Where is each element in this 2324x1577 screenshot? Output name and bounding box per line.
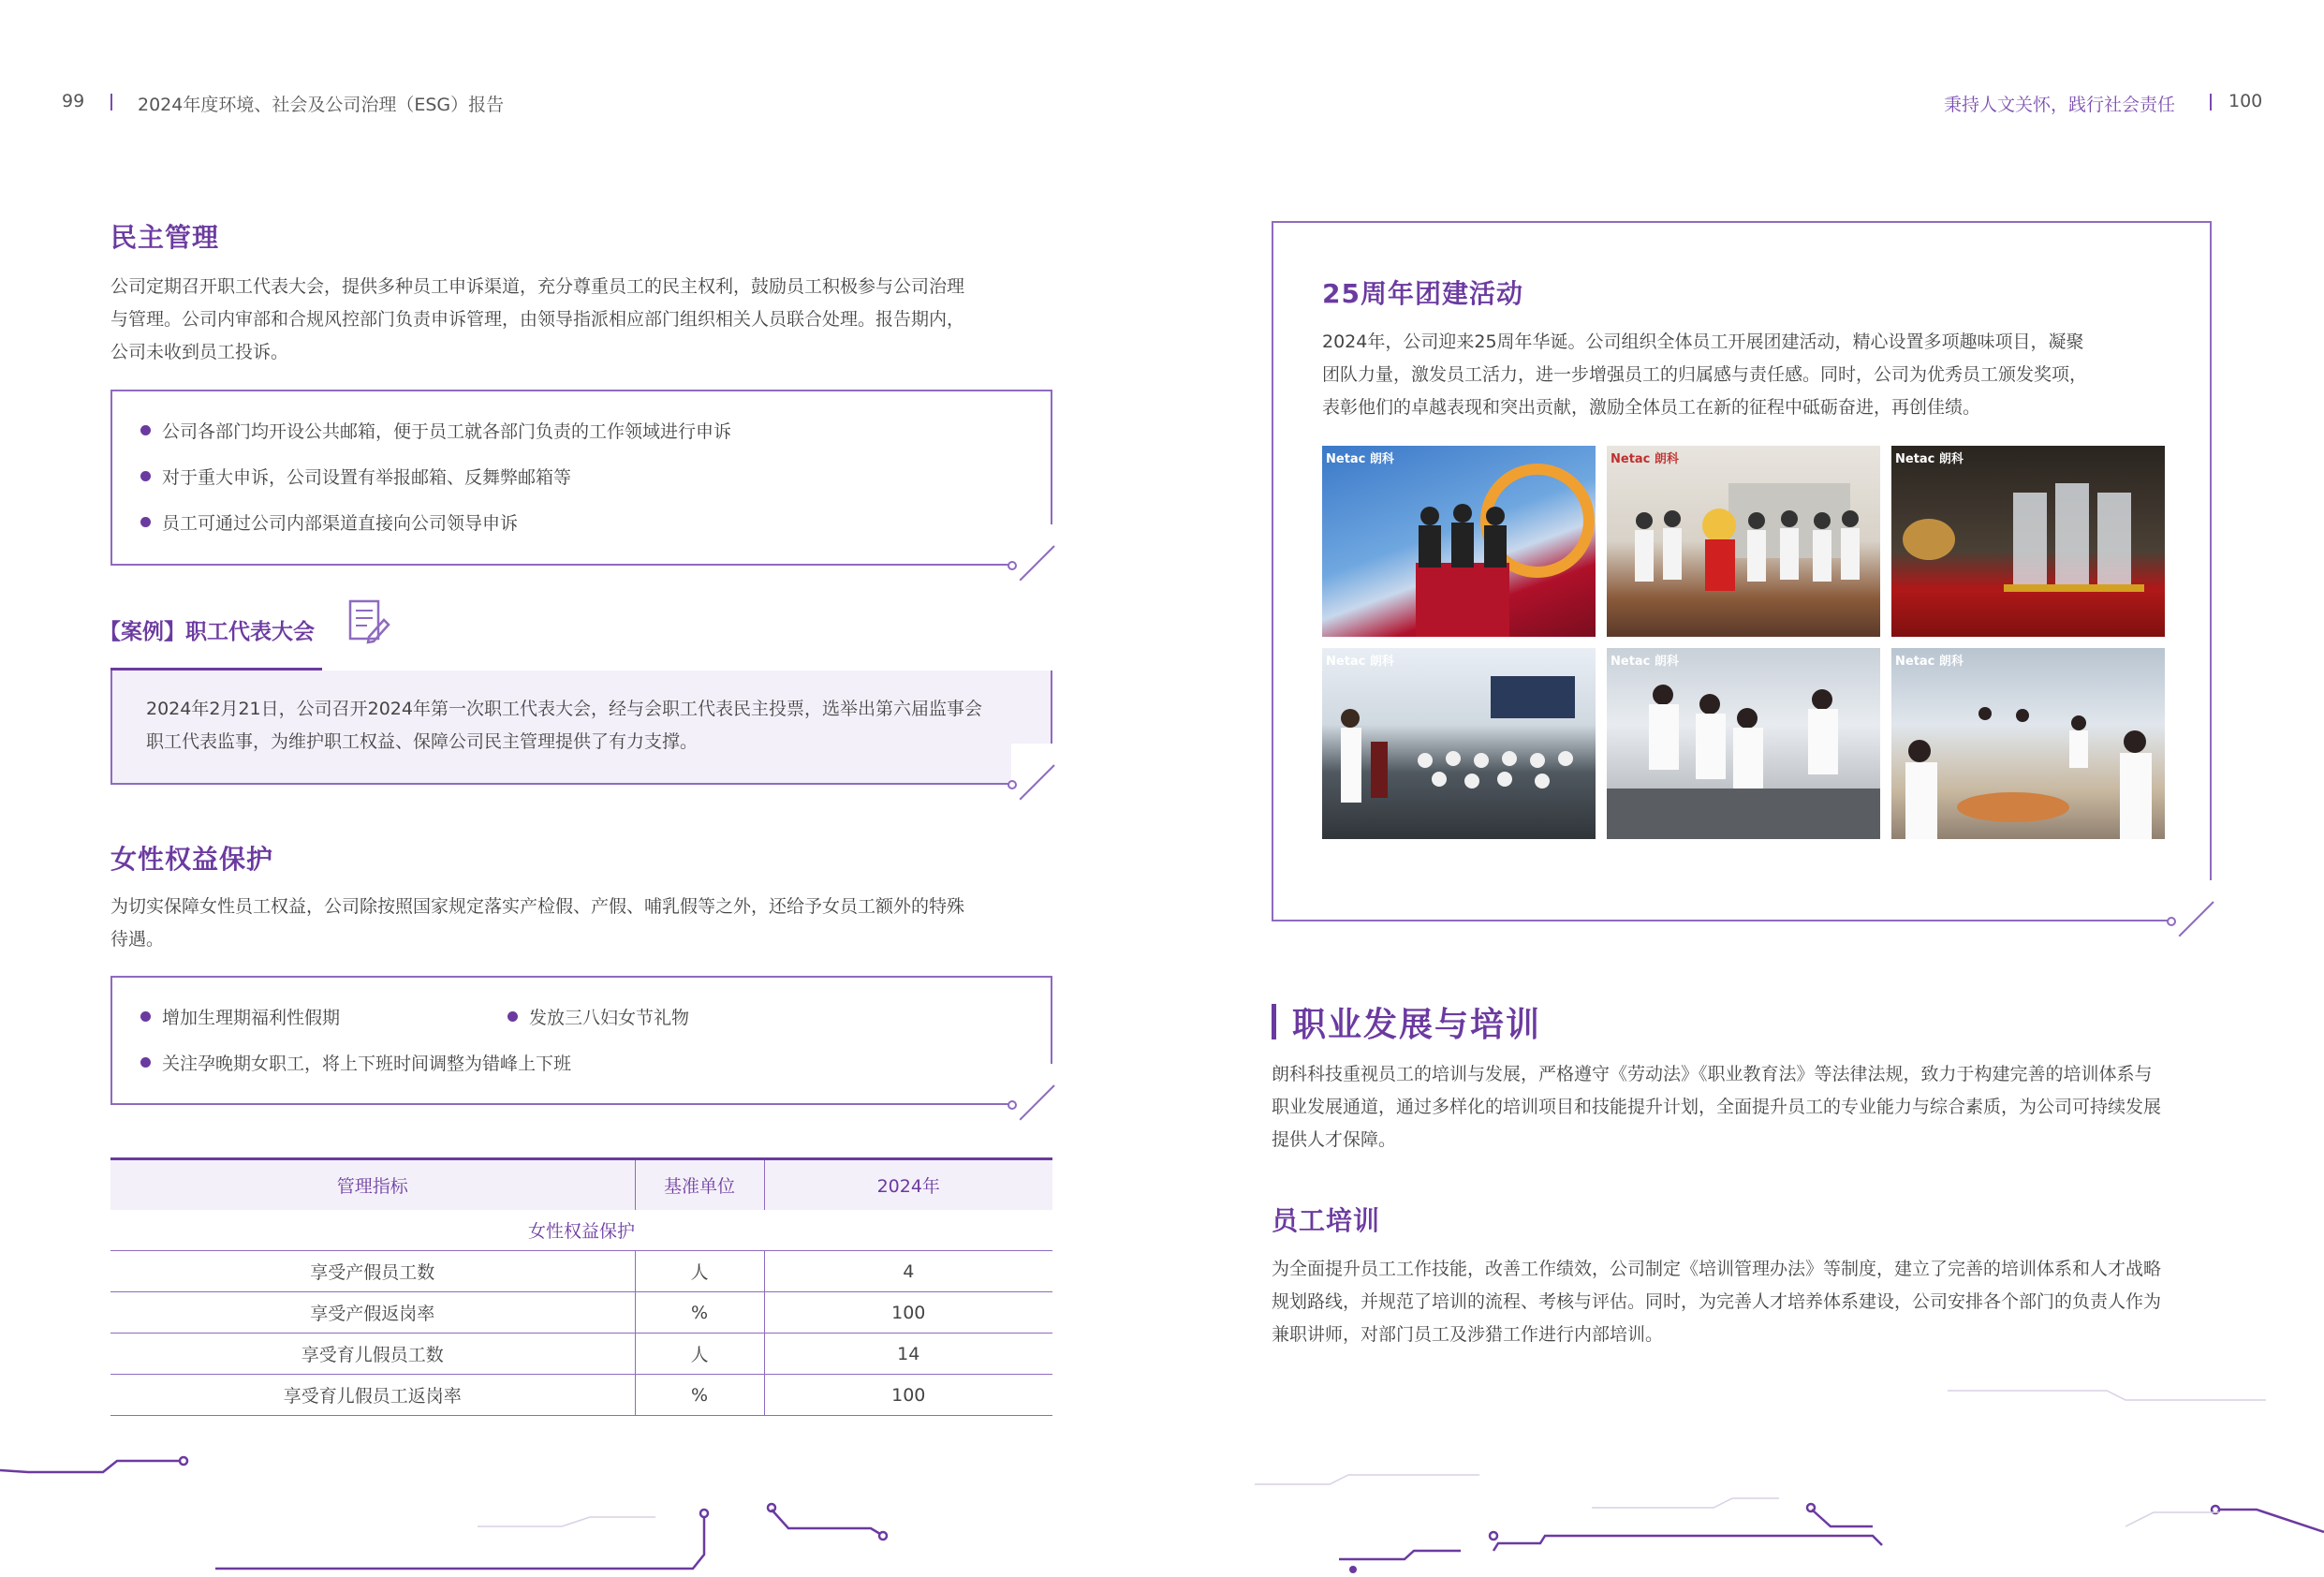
table-cell: 100 [764, 1375, 1052, 1416]
circuit-decoration [0, 1367, 2324, 1577]
paragraph-line: 团队力量，激发员工活力，进一步增强员工的归属感与责任感。同时，公司为优秀员工颁发奖项， [1322, 364, 2088, 385]
paragraph-line: 待遇。 [110, 929, 165, 950]
women-bullet-box [110, 976, 1052, 1105]
bullet-dot-icon [140, 1011, 151, 1022]
case-text [146, 693, 982, 759]
table-cell: 14 [764, 1334, 1052, 1375]
table-row [110, 1292, 1052, 1334]
bullet-item: 发放三八妇女节礼物 [507, 1004, 689, 1029]
bullet-dot-icon [140, 425, 151, 435]
career-paragraph [1272, 1058, 2217, 1157]
bullet-item: 增加生理期福利性假期 [140, 1004, 340, 1029]
table-header-row [110, 1159, 1052, 1210]
table-cell: 人 [635, 1251, 764, 1292]
paragraph-line: 职业发展通道，通过多样化的培训项目和技能提升计划，全面提升员工的专业能力与综合素质，为公司可持续发展 [1272, 1097, 2162, 1117]
democratic-bullet-box [110, 390, 1052, 566]
paragraph-line: 表彰他们的卓越表现和突出贡献，激励全体员工在新的征程中砥砺奋进，再创佳绩。 [1322, 397, 1981, 418]
women-paragraph [110, 891, 1056, 956]
paragraph-line: 为切实保障女性员工权益，公司除按照国家规定落实产检假、产假、哺乳假等之外，还给予女员工额外的特殊 [110, 896, 965, 917]
photo-award-trophies: Netac 朗科 [1891, 446, 2165, 637]
table-section-label: 女性权益保护 [110, 1210, 1052, 1251]
anniversary-text [1322, 326, 2087, 424]
photo-cake-ceremony: Netac 朗科 [1322, 446, 1596, 637]
bullet-item: 关注孕晚期女职工，将上下班时间调整为错峰上下班 [140, 1050, 571, 1075]
case-box [110, 671, 1052, 785]
case-line: 2024年2月21日，公司召开2024年第一次职工代表大会，经与会职工代表民主投票，选举出第六届监事会 [146, 699, 982, 719]
bullet-dot-icon [507, 1011, 518, 1022]
paragraph-line: 提供人才保障。 [1272, 1129, 1397, 1150]
paragraph-line: 为全面提升员工工作技能，改善工作绩效，公司制定《培训管理办法》等制度，建立了完善的培训体系和人才战略 [1272, 1259, 2162, 1279]
table-cell: 100 [764, 1292, 1052, 1334]
photo-audience-meeting: Netac 朗科 [1322, 648, 1596, 839]
table-cell: 人 [635, 1334, 764, 1375]
bullet-item: 对于重大申诉，公司设置有举报邮箱、反舞弊邮箱等 [140, 464, 571, 489]
bullet-dot-icon [140, 471, 151, 481]
table-header: 2024年 [764, 1159, 1052, 1210]
anniversary-box [1272, 221, 2212, 921]
bullet-item: 公司各部门均开设公共邮箱，便于员工就各部门负责的工作领域进行申诉 [140, 418, 731, 443]
document-edit-icon [348, 599, 391, 646]
bullet-item: 员工可通过公司内部渠道直接向公司领导申诉 [140, 509, 518, 535]
table-cell: % [635, 1375, 764, 1416]
career-title: 职业发展与培训 [1292, 1006, 1542, 1044]
photo-team-activity: Netac 朗科 [1607, 648, 1880, 839]
section-title: 秉持人文关怀，践行社会责任 [1944, 95, 2176, 115]
table-header: 管理指标 [110, 1159, 635, 1210]
table-cell: % [635, 1292, 764, 1334]
paragraph-line: 公司定期召开职工代表大会，提供多种员工申诉渠道，充分尊重员工的民主权利，鼓励员工积极参与公司治理 [110, 276, 965, 297]
photo-dinner-banquet: Netac 朗科 [1891, 648, 2165, 839]
table-cell: 享受育儿假员工数 [110, 1334, 635, 1375]
democratic-title: 民主管理 [110, 222, 220, 253]
table-header: 基准单位 [635, 1159, 764, 1210]
paragraph-line: 兼职讲师，对部门员工及涉猎工作进行内部培训。 [1272, 1324, 1664, 1345]
training-title: 员工培训 [1272, 1205, 1381, 1236]
paragraph-line: 朗科科技重视员工的培训与发展，严格遵守《劳动法》《职业教育法》等法律法规，致力于构建完善的培训体系与 [1272, 1064, 2153, 1084]
paragraph-line: 2024年，公司迎来25周年华诞。公司组织全体员工开展团建活动，精心设置多项趣味项目，凝聚 [1322, 332, 2084, 352]
case-title: 【案例】职工代表大会 [99, 620, 315, 644]
page-number-right: 100 [2228, 91, 2263, 111]
women-title: 女性权益保护 [110, 844, 274, 875]
case-line: 职工代表监事，为维护职工权益、保障公司民主管理提供了有力支撑。 [146, 731, 699, 752]
table-cell: 享受育儿假员工返岗率 [110, 1375, 635, 1416]
anniversary-title: 25周年团建活动 [1322, 278, 1523, 309]
table-cell: 享受产假返岗率 [110, 1292, 635, 1334]
paragraph-line: 公司未收到员工投诉。 [110, 342, 289, 362]
header-divider [2210, 94, 2212, 111]
table-cell: 4 [764, 1251, 1052, 1292]
career-title-bar [1272, 1004, 1276, 1039]
paragraph-line: 与管理。公司内审部和合规风控部门负责申诉管理，由领导指派相应部门组织相关人员联合处理。报告期内， [110, 309, 965, 330]
photo-group-mascot: Netac 朗科 [1607, 446, 1880, 637]
bullet-dot-icon [140, 1057, 151, 1068]
table-section-row [110, 1210, 1052, 1251]
page-number-left: 99 [62, 91, 85, 111]
table-cell: 享受产假员工数 [110, 1251, 635, 1292]
paragraph-line: 规划路线，并规范了培训的流程、考核与评估。同时，为完善人才培养体系建设，公司安排各个部门的负责人作为 [1272, 1291, 2162, 1312]
bullet-dot-icon [140, 517, 151, 527]
democratic-paragraph [110, 271, 1056, 369]
header-divider [110, 94, 112, 111]
table-row [110, 1251, 1052, 1292]
training-paragraph [1272, 1253, 2217, 1351]
report-title: 2024年度环境、社会及公司治理（ESG）报告 [138, 95, 505, 115]
